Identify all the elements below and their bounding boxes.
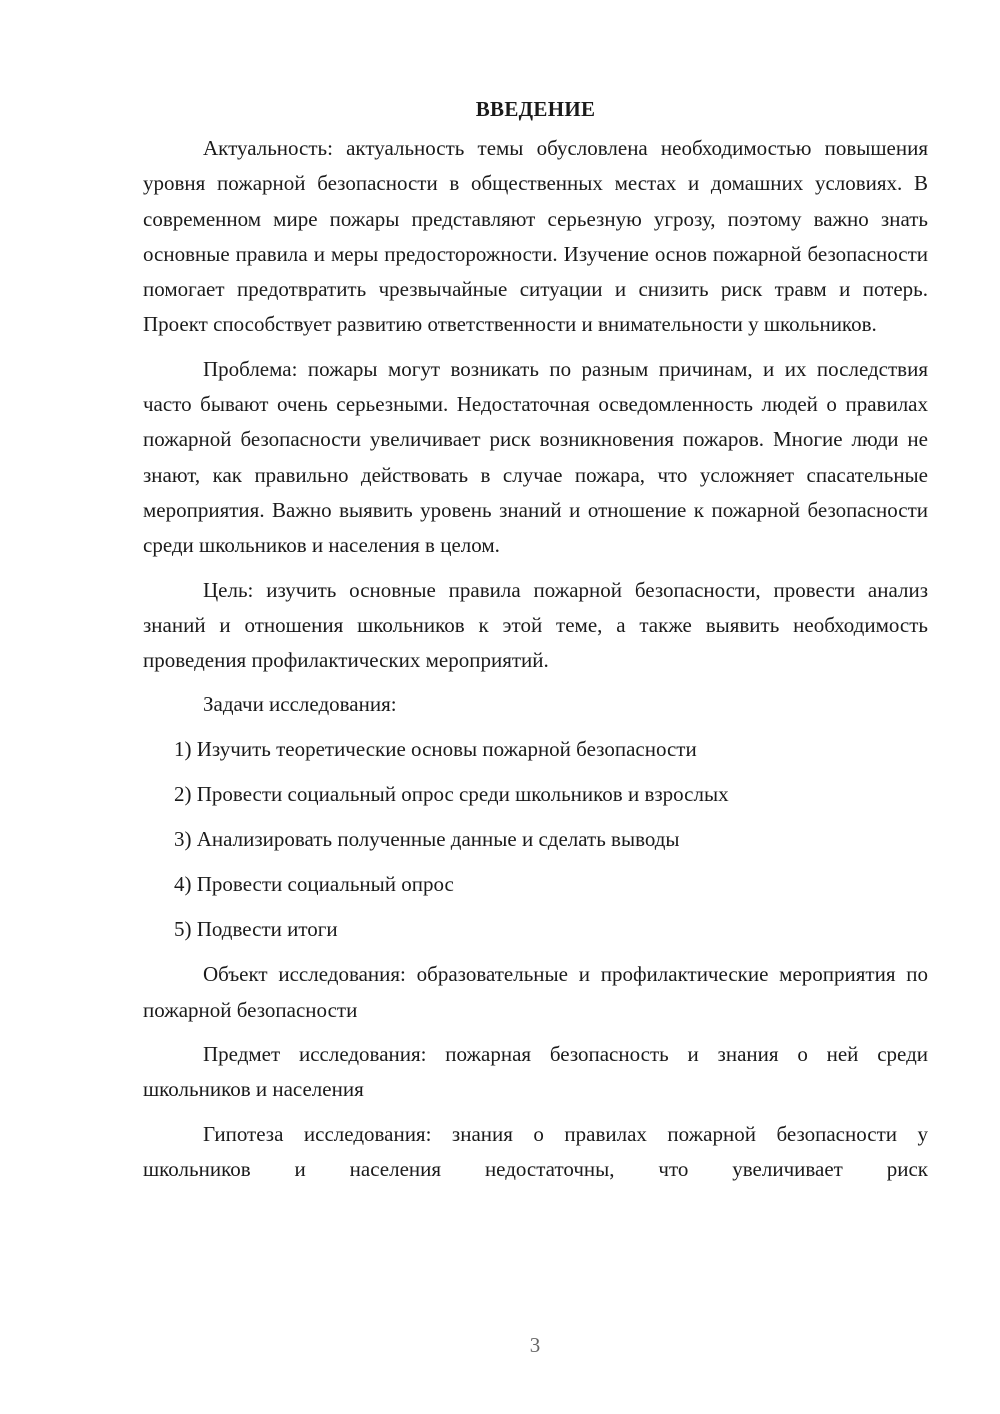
list-item: 5) Подвести итоги <box>174 917 338 942</box>
tasks-list <box>143 732 928 947</box>
paragraph-relevance: Актуальность: актуальность темы обусловлена необходимостью повышения уровня пожарной безопасности в общественных местах и домашних условиях. В современном мире пожары представляют серьезную угрозу, поэтому важно знать основные правила и меры предосторожности. Изучение основ пожарной безопасности помогает предотвратить чрезвычайные ситуации и снизить риск травм и потерь. Проект способствует развитию ответственности и внимательности у школьников. <box>143 136 928 337</box>
list-item: 3) Анализировать полученные данные и сделать выводы <box>174 827 680 852</box>
paragraph-goal: Цель: изучить основные правила пожарной безопасности, провести анализ знаний и отношения школьников к этой теме, а также выявить необходимость проведения профилактических мероприятий. <box>143 577 928 673</box>
list-item: 2) Провести социальный опрос среди школьников и взрослых <box>174 782 729 807</box>
list-item: 4) Провести социальный опрос <box>174 872 454 897</box>
list-item: 1) Изучить теоретические основы пожарной безопасности <box>174 737 697 762</box>
paragraph-hypothesis: Гипотеза исследования: знания о правилах пожарной безопасности у школьников и населения недостаточны, что увеличивает риск <box>143 1121 928 1181</box>
page-number: 3 <box>529 1333 541 1357</box>
paragraph-object: Объект исследования: образовательные и профилактические мероприятия по пожарной безопасности <box>143 962 928 1022</box>
page-title: ВВЕДЕНИЕ <box>475 97 596 121</box>
paragraph-problem: Проблема: пожары могут возникать по разным причинам, и их последствия часто бывают очень серьезными. Недостаточная осведомленность людей о правилах пожарной безопасности увеличивает риск возникновения пожаров. Многие люди не знают, как правильно действовать в случае пожара, что усложняет спасательные мероприятия. Важно выявить уровень знаний и отношение к пожарной безопасности среди школьников и населения в целом. <box>143 356 928 558</box>
tasks-heading: Задачи исследования: <box>203 692 397 717</box>
paragraph-subject: Предмет исследования: пожарная безопасность и знания о ней среди школьников и населения <box>143 1042 928 1102</box>
document-page <box>143 92 928 1196</box>
